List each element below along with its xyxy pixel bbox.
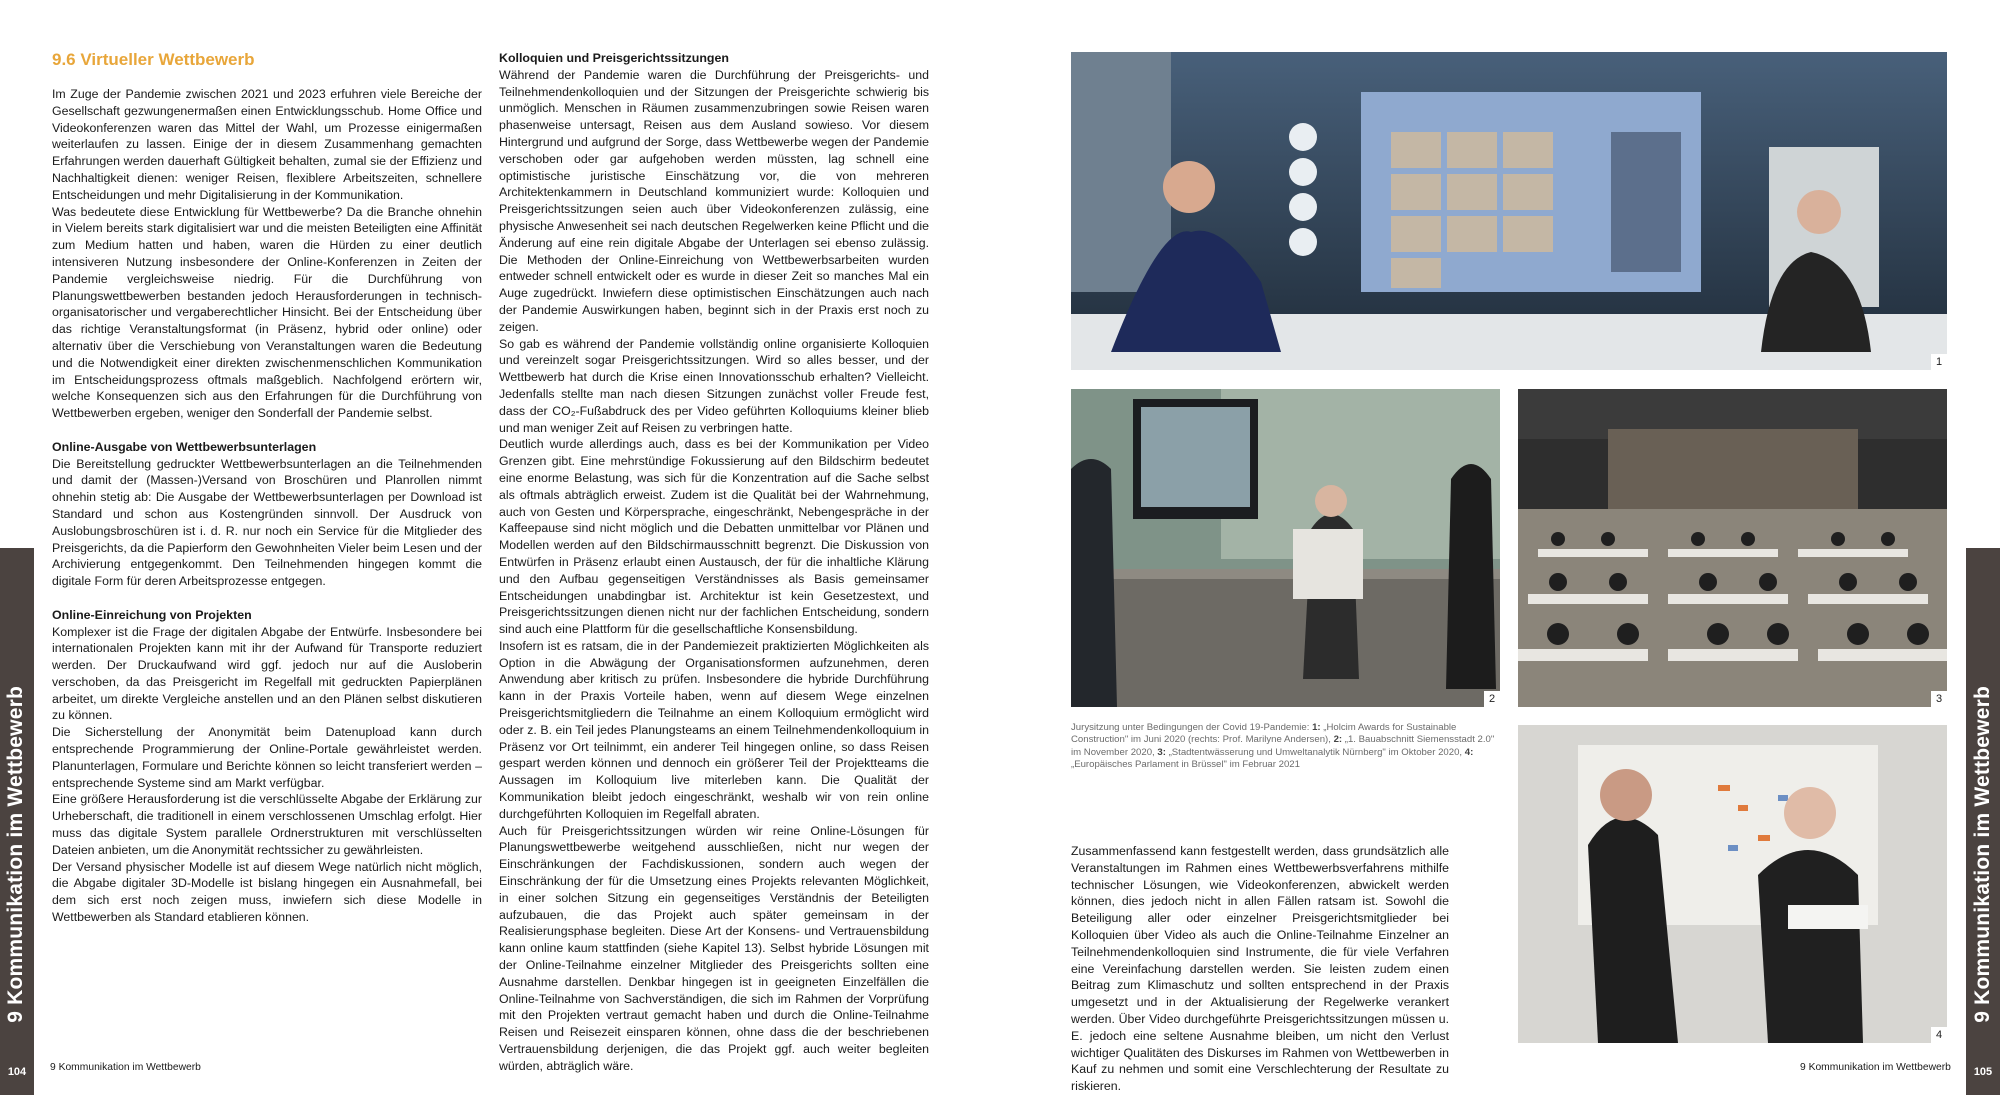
column-2-body: [499, 50, 929, 1075]
body-paragraph: Die Bereitstellung gedruckter Wettbewerbsunterlagen an die Teilnehmenden und damit der (Massen-)Versand von Broschüren und Planrollen nimmt ohnehin stetig ab: Die Ausgabe der Wettbewerbsunterlagen per Download ist Standard und schon aus Kostengründen sinnvoll. Der Ausdruck von Auslobungsbroschüren ist i. d. R. nur noch ein Service für die Mitglieder des Preisgerichts, da die Papierform den Gewohnheiten Vieler beim Lesen und der Archivierung entgegenkommt. Den Teilnehmenden hingegen kommt die digitale Form für deren Arbeitsprozesse entgegen.: [52, 456, 482, 589]
caption-text-3: „Stadtentwässerung und Umweltanalytik Nürnberg" im Oktober 2020,: [1165, 746, 1465, 758]
caption-num-2: 2:: [1333, 734, 1343, 746]
summary-text: Zusammenfassend kann festgestellt werden, dass grundsätzlich alle Veranstaltungen im Rahmen eines Wettbewerbsverfahrens mithilfe technischer Lösungen, wie Videokonferenzen, abwickelt werden können, dies jedoch nicht in allen Fällen ratsam ist. Sowohl die Beteiligung aller oder einzelner Preisgerichtsmitglieder bei Kolloquien über Video als auch die Online-Teilnahme Einzelner an Teilnehmendenkolloquien sind Instrumente, die für viele Verfahren eine Vereinfachung darstellen werden. Sie leisten zudem einen Beitrag zum Klimaschutz und sollten entsprechend in der Praxis umgesetzt und in der Aktualisierung der Regelwerke verankert werden. Über Video durchgeführte Preisgerichtssitzungen müssen u. E. jedoch eine seltene Ausnahme bleiben, um nicht den Verlust wichtiger Qualitäten des Diskurses im Rahmen von Wettbewerben in Kauf zu nehmen und somit eine Verschlechterung der Resultate zu riskieren.: [1071, 844, 1449, 1094]
caption-text-4: „Europäisches Parlament in Brüssel" im Februar 2021: [1071, 759, 1300, 771]
body-paragraph: Komplexer ist die Frage der digitalen Abgabe der Entwürfe. Insbesondere bei internationalen Projekten kann mit ihr der Aufwand für Transporte reduziert werden. Der Druckaufwand wird ggf. jedoch nur auf die Ausloberin verschoben, da das Preisgericht im Regelfall mit gedruckten Papierplänen arbeitet, um direkte Vergleiche anstellen und an den Plänen selbst diskutieren zu können.: [52, 624, 482, 723]
chapter-tab-right-label: 9 Kommunikation im Wettbewerb: [1971, 686, 1994, 1023]
photo-3-image: [1518, 389, 1947, 707]
caption-num-4: 4:: [1464, 746, 1474, 758]
photo-3: [1518, 389, 1947, 707]
chapter-tab-left: [0, 548, 34, 1095]
photo-1-image: [1071, 52, 1947, 370]
photo-4-number: 4: [1931, 1027, 1947, 1043]
body-paragraph: Im Zuge der Pandemie zwischen 2021 und 2023 erfuhren viele Bereiche der Gesellschaft gezwungenermaßen einen Entwicklungsschub. Home Office und Videokonferenzen waren das Mittel der Wahl, um Prozesse einigermaßen weiterlaufen zu lassen. Einige der in diesem Zusammenhang gemachten Erfahrungen werden dauerhaft Gültigkeit behalten, zumal sie der Effizienz und Nachhaltigkeit dienen: weniger Reisen, flexiblere Arbeitszeiten, schnellere Entscheidungen und mehr Digitalisierung in der Kommunikation.: [52, 87, 482, 202]
column-1-body: [52, 86, 482, 926]
photo-4-image: [1518, 725, 1947, 1043]
chapter-tab-left-label: 9 Kommunikation im Wettbewerb: [4, 686, 27, 1023]
footer-left: 9 Kommunikation im Wettbewerb: [50, 1062, 201, 1073]
page-number-left: 104: [7, 1066, 27, 1078]
body-paragraph: Was bedeutete diese Entwicklung für Wettbewerbe? Da die Branche ohnehin in Vielem bereits stark digitalisiert war und die meisten Beteiligten eine Affinität zum Medium hatten und haben, waren die Hürden zu einer deutlich intensiveren Nutzung insbesondere der Online-Konferenzen in Zeiten der Pandemie vergleichsweise niedrig. Für die Durchführung von Planungswettbewerben bestanden jedoch Herausforderungen in technisch-organisatorischer und vergaberechtlicher Hinsicht. Bei der Entscheidung über das richtige Veranstaltungsformat (in Präsenz, hybrid oder online) oder alternativ über die Verschiebung von Veranstaltungen waren die Bedeutung und die Notwendigkeit einer direkten zwischenmenschlichen Kommunikation im Entscheidungsprozess oftmals maßgeblich. Nachfolgend erörtern wir, welche Konsequenzen sich aus den Erfahrungen für die Durchführung von Wettbewerben ergeben, weniger den Sonderfall der Pandemie selbst.: [52, 204, 482, 421]
caption-text-2: „1. Bauabschnitt Siemensstadt 2.0" im November 2020,: [1071, 734, 1495, 758]
body-paragraph: Die Sicherstellung der Anonymität beim Datenupload kann durch entsprechende Programmierung der Online-Portale gewährleistet werden. Planunterlagen, Formulare und Berichte können so leicht transferiert werden – entsprechende Systeme sind am Markt verfügbar.: [52, 725, 482, 790]
section-title: 9.6 Virtueller Wettbewerb: [52, 50, 255, 69]
photo-1: [1071, 52, 1947, 370]
footer-right: 9 Kommunikation im Wettbewerb: [1800, 1062, 1951, 1073]
photo-2: [1071, 389, 1500, 707]
subheading: Online-Ausgabe von Wettbewerbsunterlagen: [52, 439, 317, 454]
subheading: Kolloquien und Preisgerichtssitzungen: [499, 51, 729, 65]
left-column-2: [499, 50, 929, 1075]
body-paragraph: Der Versand physischer Modelle ist auf diesem Wege natürlich nicht möglich, die Abgabe digitaler 3D-Modelle ist bislang hingegen ein Ausnahmefall, bei dem sich erst noch zeigen muss, inwiefern sich diese Modelle in Wettbewerben als Standard etablieren können.: [52, 859, 482, 925]
body-paragraph: Während der Pandemie waren die Durchführung der Preisgerichts- und Teilnehmendenkolloquien und der Sitzungen der Preisgerichte schwierig bis unmöglich. Menschen in Räumen zusammenzubringen sowie Reisen waren phasenweise untersagt, Reisen aus dem Ausland sowieso. Vor diesem Hintergrund und aufgrund der Sorge, dass Wettbewerbe wegen der Pandemie verschoben oder gar aufgehoben werden müssten, lag schnell eine optimistische juristische Einschätzung vor, die von mehreren Architektenkammern in Deutschland kommuniziert wurde: Kolloquien und Preisgerichtssitzungen seien auch über Videokonferenzen zulässig, eine physische Anwesenheit sei nach deutschen Regelwerken keine Pflicht und die Änderung auf eine rein digitale Abgabe der Unterlagen sei ebenso zulässig. Die Methoden der Online-Einreichung von Wettbewerbsarbeiten wurden entweder schnell entwickelt oder es wurde in dieser Zeit so manches Mal ein Auge zugedrückt. Inwiefern diese optimistischen Einschätzungen auch nach der Pandemie Auswirkungen haben, beginnt sich in der Praxis erst noch zu zeigen.: [499, 67, 929, 334]
photo-1-number: 1: [1931, 354, 1947, 370]
body-paragraph: Eine größere Herausforderung ist die verschlüsselte Abgabe der Erklärung zur Urheberschaft, die traditionell in einem verschlossenen Umschlag erfolgt. Hier muss das digitale System parallele Ordnerstrukturen mit verschlüsselten Dateien anbieten, um die Anonymität rechtssicher zu gewährleisten.: [52, 792, 482, 857]
caption-intro: Jurysitzung unter Bedingungen der Covid 19-Pandemie:: [1071, 722, 1313, 733]
summary-paragraph: [1071, 843, 1449, 1095]
photo-caption: [1071, 722, 1501, 772]
photo-2-image: [1071, 389, 1500, 707]
photo-3-number: 3: [1931, 691, 1947, 707]
photo-2-number: 2: [1484, 691, 1500, 707]
body-paragraph: Auch für Preisgerichtssitzungen würden wir reine Online-Lösungen für Planungswettbewerbe weitgehend ausschließen, nicht nur wegen der Einschränkungen der Fachdiskussionen, sondern auch wegen der Einschränkung der für die Umsetzung eines Projekts relevanten Möglichkeit, in einer solchen Sitzung ein gegenseitiges Verständnis der Beteiligten aufzubauen, die das Projekt auch später gemeinsam in der Realisierungsphase begleiten. Diese Art der Konsens- und Vertrauensbildung kann online kaum stattfinden (siehe Kapitel 13). Selbst hybride Lösungen mit der Online-Teilnahme einzelner Mitglieder des Preisgerichts sollten eine Ausnahme darstellen. Denkbar hingegen ist in geeigneten Einzelfällen die Online-Teilnahme von Sachverständigen, die sich im Rahmen der Vorprüfung mit den Projekten vertraut gemacht haben und durch die Online-Teilnahme Reisen und Reisezeit einsparen können, ohne dass die der beschriebenen Vertrauensbildung derjenigen, die das Projekt ggf. auch weiter begleiten würden, abträglich wäre.: [499, 823, 929, 1073]
caption-num-1: 1:: [1312, 722, 1321, 733]
caption-text-1: „Holcim Awards for Sustainable Construction" im Juni 2020 (rechts: Prof. Marilyne Andersen),: [1071, 722, 1457, 746]
chapter-tab-right: [1966, 548, 2000, 1095]
body-paragraph: Deutlich wurde allerdings auch, dass es bei der Kommunikation per Video Grenzen gibt. Eine mehrstündige Fokussierung auf den Bildschirm bedeutet eine enorme Belastung, was sich für die Konzentration auf die Sache selbst als oftmals abträglich erweist. Zudem ist die Qualität bei der Wahrnehmung, auch von Gesten und Körpersprache, eingeschränkt, Nebengespräche in der Kaffeepause sind nicht möglich und die Debatten unmittelbar vor Plänen und Modellen werden auf den Bildschirmausschnitt begrenzt. Die Diskussion von Entwürfen in Präsenz erlaubt einen Austausch, der für die inhaltliche Klärung und den Aufbau gegenseitigen Verständnisses als Basis gemeinsamer Entscheidungen unabdingbar ist. Architektur ist kein Gesetzestext, und Preisgerichtssitzungen dienen nicht nur der fachlichen Entscheidung, sondern sind auch eine Plattform für die gesellschaftliche Konsensbildung.: [499, 437, 929, 637]
page-number-right: 105: [1973, 1066, 1993, 1078]
body-paragraph: Insofern ist es ratsam, die in der Pandemiezeit praktizierten Möglichkeiten als Option in die Abwägung der Organisationsformen aufzunehmen, deren Anwendung aber kritisch zu prüfen. Insbesondere die hybride Durchführung kann in der Praxis Vorteile haben, wenn auf diesem Wege einzelnen Preisgerichtsmitgliedern die Teilnahme an einem Kolloquium ermöglicht wird oder z. B. ein Teil jedes Planungsteams an einem Teilnehmendenkolloquium in Präsenz vor Ort teilnimmt, ein anderer Teil hingegen online, so dass Reisen gespart werden können und dennoch ein größerer Teil der Projektteams die Aussagen im Kolloquium live miterleben kann. Die Qualität der Kommunikation bleibt jedoch eingeschränkt, weshalb wir von rein online durchgeführten Kolloquien im Regelfall abraten.: [499, 638, 929, 821]
photo-4: [1518, 725, 1947, 1043]
subheading: Online-Einreichung von Projekten: [52, 607, 252, 622]
caption-num-3: 3:: [1157, 746, 1166, 758]
left-column-1: [52, 50, 482, 926]
body-paragraph: So gab es während der Pandemie vollständig online organisierte Kolloquien und vereinzelt sogar Preisgerichtssitzungen. Wird so alles besser, und der Wettbewerb hat durch die Krise einen Innovationsschub erhalten? Vielleicht. Jedenfalls stellte man nach diesen Sitzungen zunächst voller Freude fest, dass der CO₂-Fußabdruck des per Video geführten Kolloquiums kleiner blieb und man weniger Zeit auf Reisen zu verbringen hatte.: [499, 336, 929, 435]
